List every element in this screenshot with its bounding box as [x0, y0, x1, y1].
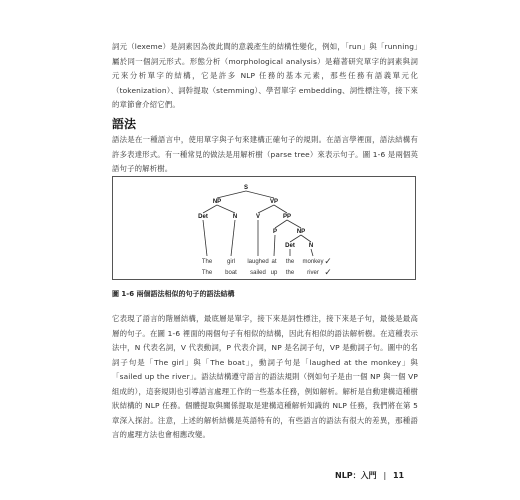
- body-paragraph-lexeme: 詞元（lexeme）是詞素因為彼此間的意義產生的結構性變化，例如，「run」與「running」屬於同一個詞元形式。形態分析（morphological analysis）是藉著研究單字的詞素與詞元來分析單字的結構，它是許多 NLP 任務的基本元素，那些任務有語義單元化（tokenization）、詞幹提取（stemming）、學習單字 embedding、詞性標注等，接下來的章節會介紹它們。: [112, 42, 418, 109]
- tree-node-pp: PP: [282, 214, 292, 220]
- tree-node-det-inner: Det: [285, 243, 295, 249]
- sentence2-word: The: [201, 270, 213, 276]
- tree-node-det: Det: [198, 214, 208, 220]
- body-paragraph-structure: 它表現了語言的階層結構，最底層是單字，接下來是詞性標注，接下來是子句，最後是最高層的句子。在圖 1-6 裡面的兩個句子有相似的結構，因此有相似的語法解析樹。在這種表示法中，N 代表名詞，V 代表動詞，P 代表介詞，NP 是名詞子句，VP 是動詞子句。圖中的名詞子句是「The girl」與「The boat」，動詞子句是「laughed at the monkey」與「sailed up the river」。語法結構遵守語言的語法規則（例如句子是由一個 NP 與一個 VP 組成的），這套規則也引導語言處理工作的一些基本任務，例如解析。解析是自動建構這種樹狀結構的 NLP 任務。個體提取與關係提取是建構這種解析知識的 NLP 任務，我們將在第 5 章深入探討。注意，上述的解析結構是英語特有的，有些語言的語法有很大的差異，那種語言的處理方法也會相應改變。: [112, 314, 418, 439]
- sentence1-word: the: [285, 259, 295, 265]
- sentence1-word: The: [201, 259, 213, 265]
- body-paragraph-syntax: 語法是在一種語言中，使用單字與子句來建構正確句子的規則。在語言學裡面，語法結構有許多表達形式。有一種常見的做法是用解析樹（parse tree）來表示句子。圖 1-6 是兩個英語句子的解析樹。: [112, 135, 418, 173]
- page-footer: [335, 470, 404, 481]
- checkmark-icon: ✓: [324, 268, 332, 278]
- checkmark-icon: ✓: [324, 257, 332, 267]
- sentence1-word: at: [271, 259, 277, 265]
- sentence1-word: laughed: [247, 259, 269, 265]
- tree-node-n: N: [232, 214, 238, 220]
- tree-node-n-inner: N: [308, 243, 314, 249]
- parse-tree-diagram: [113, 177, 417, 281]
- tree-node-v: V: [255, 214, 261, 220]
- sentence2-word: boat: [225, 270, 237, 276]
- sentence1-word: girl: [226, 259, 236, 265]
- tree-node-p: P: [272, 229, 278, 235]
- sentence2-word: sailed: [250, 270, 266, 276]
- sentence2-word: the: [285, 270, 295, 276]
- tree-node-vp: VP: [269, 199, 279, 205]
- parse-tree-figure: [112, 176, 416, 280]
- page-number: 11: [392, 471, 405, 480]
- tree-node-np-inner: NP: [296, 229, 306, 235]
- sentence2-word: up: [270, 270, 278, 276]
- figure-caption: 圖 1-6 兩個語法相似的句子的語法結構: [112, 290, 235, 298]
- footer-chapter-label: NLP：入門: [335, 471, 377, 480]
- tree-node-s: S: [243, 185, 249, 191]
- section-heading: 語法: [112, 117, 137, 131]
- tree-node-np: NP: [212, 199, 222, 205]
- sentence1-word: monkey: [302, 259, 324, 265]
- sentence2-word: river: [307, 270, 319, 276]
- footer-separator: |: [383, 471, 387, 480]
